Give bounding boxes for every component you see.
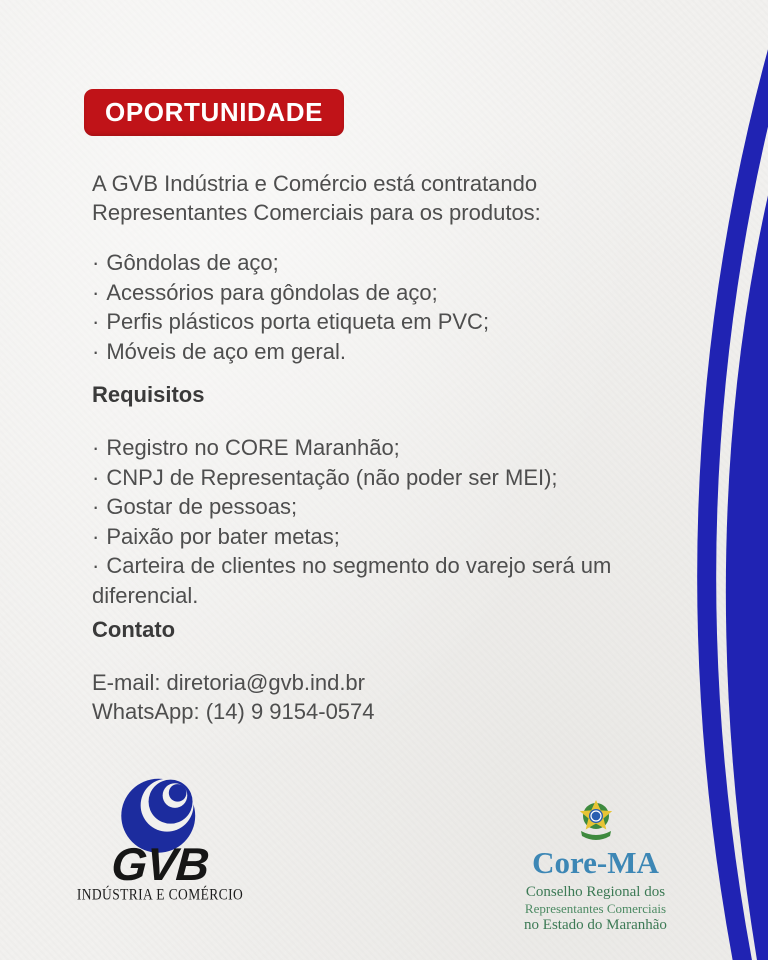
bullet: · [92,435,100,460]
contact-whatsapp: WhatsApp: (14) 9 9154-0574 [92,699,375,724]
list-item [92,551,682,610]
core-ma-logo [508,799,683,935]
contact-title: Contato [92,617,176,642]
list-item [92,433,682,463]
bullet: · [92,464,100,490]
product-item-label: Acessórios para gôndolas de aço; [106,279,438,305]
requirement-item-label: Registro no CORE Maranhão; [106,435,400,460]
list-item [92,248,682,278]
requirements-list [92,433,682,610]
gvb-logo-name: GVB [109,838,211,890]
bullet: · [92,279,100,305]
list-item [92,307,682,337]
list-item [92,522,682,552]
requirement-item-label: Paixão por bater metas; [106,523,340,549]
blue-curve-stripe [707,45,768,960]
bullet: · [92,250,100,275]
bullet: · [92,309,100,334]
core-ma-crest-icon [574,799,618,845]
requirement-item-label: Gostar de pessoas; [106,494,298,519]
bullet: · [92,553,100,578]
list-item [92,278,682,308]
contact-block [92,668,375,726]
product-item-label: Perfis plásticos porta etiqueta em PVC; [106,309,490,334]
bullet: · [92,523,100,549]
core-ma-name: Core-MA [532,845,659,880]
product-item-label: Móveis de aço em geral. [106,338,346,364]
intro-paragraph: A GVB Indústria e Comércio está contratando Representantes Comerciais para os produtos: [92,171,541,225]
list-item [92,492,682,522]
bullet: · [92,338,100,364]
blue-curve-solid [726,130,768,960]
bullet: · [92,494,100,519]
requirement-item-label: CNPJ de Representação (não poder ser MEI); [106,464,558,490]
core-ma-line2: Representantes Comerciais [524,901,667,916]
opportunity-badge [84,89,344,136]
products-list [92,248,682,366]
gvb-logo [75,768,245,903]
gvb-logo-tagline: INDÚSTRIA E COMÉRCIO [76,885,244,904]
core-ma-line1: Conselho Regional dos [525,884,666,900]
list-item [92,337,682,367]
product-item-label: Gôndolas de aço; [106,250,279,275]
requirements-title: Requisitos [92,382,205,407]
requirement-item-label: Carteira de clientes no segmento do varejo será um diferencial. [92,553,612,608]
opportunity-badge-label: OPORTUNIDADE [105,97,324,127]
core-ma-line3: no Estado do Maranhão [524,917,667,933]
list-item [92,463,682,493]
contact-email: E-mail: diretoria@gvb.ind.br [92,670,365,695]
